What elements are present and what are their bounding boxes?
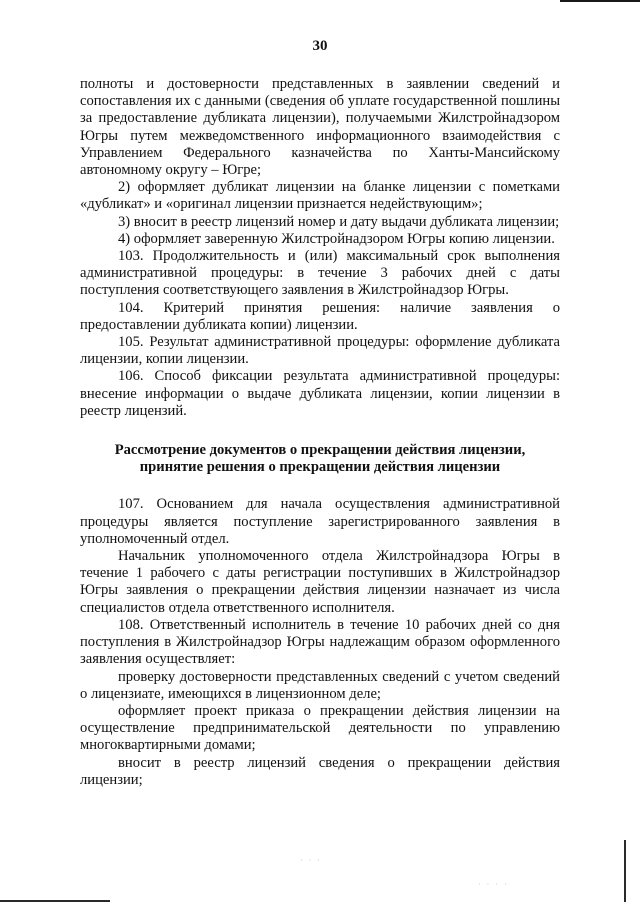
scan-edge-top xyxy=(560,0,640,2)
section-heading-line-2: принятие решения о прекращении действия лицензии xyxy=(139,459,501,476)
paragraph-item-3: 3) вносит в реестр лицензий номер и дату выдачи дубликата лицензии; xyxy=(118,213,560,230)
paragraph-105: 105. Результат административной процедуры: оформление дубликата лицензии, копии лицензии. xyxy=(80,334,560,368)
paragraph-check-data: проверку достоверности представленных сведений с учетом сведений о лицензиате, имеющихся в лицензионном деле; xyxy=(80,668,560,702)
paragraph-108: 108. Ответственный исполнитель в течение 10 рабочих дней со дня поступления в Жилстройнадзор Югры надлежащим образом оформленного заявления осуществляет: xyxy=(80,616,560,668)
paragraph-106: 106. Способ фиксации результата административной процедуры: внесение информации о выдаче дубликата лицензии, копии лицензии в реестр лицензий. xyxy=(80,368,560,419)
paragraph-draft-order: оформляет проект приказа о прекращении действия лицензии на осуществление предпринимательской деятельности по управлению многоквартирными домами; xyxy=(80,702,560,754)
scan-noise: · · · · xyxy=(478,880,509,889)
page-number: 30 xyxy=(312,38,328,54)
paragraph-department-head: Начальник уполномоченного отдела Жилстройнадзора Югры в течение 1 рабочего с даты регистрации поступивших в Жилстройнадзор Югры заявления о прекращении действия лицензии назначает из числа специалистов отдела ответственного исполнителя. xyxy=(80,548,560,616)
paragraph-registry-entry: вносит в реестр лицензий сведения о прекращении действия лицензии; xyxy=(80,754,560,788)
paragraph-104: 104. Критерий принятия решения: наличие заявления о предоставлении дубликата копии) лицензии. xyxy=(80,299,560,333)
section-heading xyxy=(80,442,560,476)
scan-edge-bottom xyxy=(0,900,110,902)
page-body xyxy=(80,76,560,789)
paragraph-item-4: 4) оформляет заверенную Жилстройнадзором Югры копию лицензии. xyxy=(118,230,555,247)
paragraph-item-2: 2) оформляет дубликат лицензии на бланке лицензии с пометками «дубликат» и «оригинал лицензии признается недействующим»; xyxy=(80,179,560,213)
paragraph-103: 103. Продолжительность и (или) максимальный срок выполнения административной процедуры: в течение 3 рабочих дней с даты поступления соответствующего заявления в Жилстройнадзор Югры. xyxy=(80,248,560,299)
paragraph-continuation: полноты и достоверности представленных в заявлении сведений и сопоставления их с данными (сведения об уплате государственной пошлины за предоставление дубликата лицензии), получаемыми Жилстройнадзором Югры путем межведомственного информационного взаимодействия с Управлением Федерального казначейства по Ханты-Мансийскому автономному округу – Югре; xyxy=(80,76,560,179)
paragraph-107: 107. Основанием для начала осуществления административной процедуры является поступление зарегистрированного заявления в уполномоченный отдел. xyxy=(80,496,560,547)
section-heading-line-1: Рассмотрение документов о прекращении действия лицензии, xyxy=(114,442,526,459)
scan-edge-right xyxy=(624,840,626,902)
scan-noise: · · · xyxy=(300,856,322,865)
